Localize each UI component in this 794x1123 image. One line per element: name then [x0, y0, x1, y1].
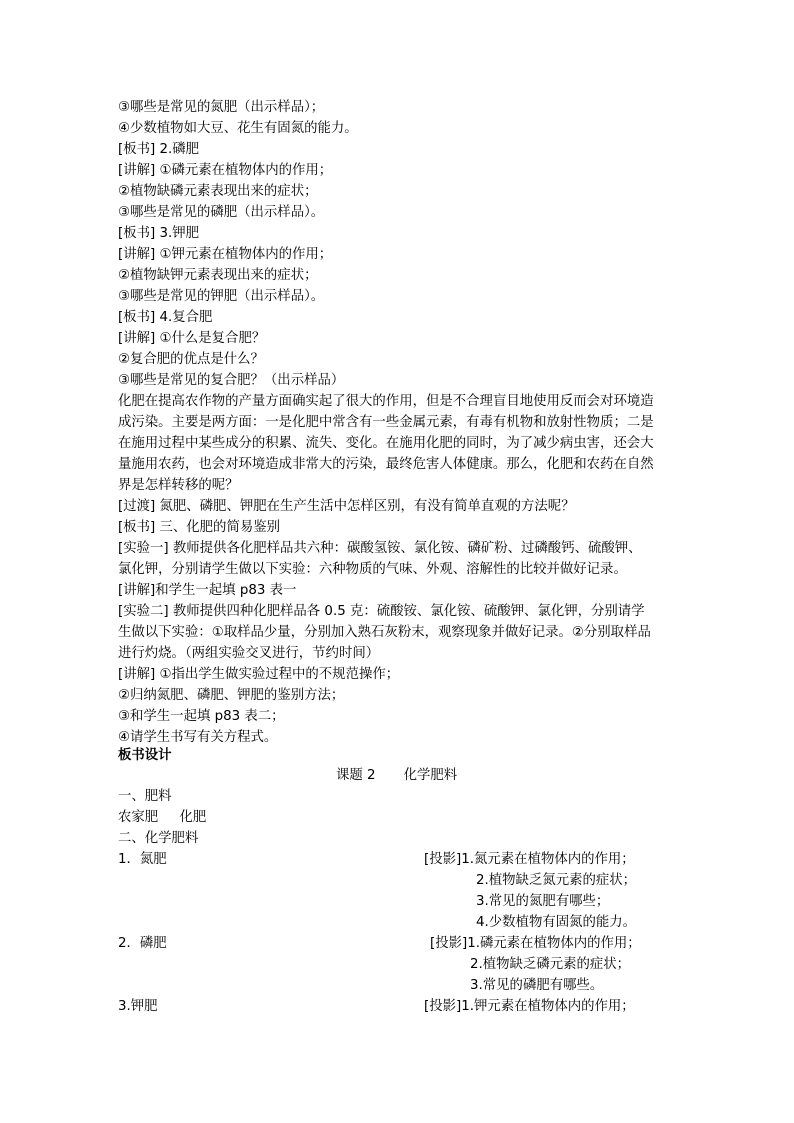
projection-tag: [投影]	[424, 999, 462, 1014]
text-line: ②植物缺磷元素表现出来的症状；	[118, 184, 318, 199]
projection-line	[424, 996, 635, 1017]
text-line: ②归纳氮肥、磷肥、钾肥的鉴别方法；	[118, 688, 345, 703]
projection-point: 2.植物缺乏氮元素的症状；	[476, 873, 637, 888]
text-line: [讲解] ①指出学生做实验过程中的不规范操作；	[118, 667, 400, 682]
text-line: ②植物缺钾元素表现出来的症状；	[118, 268, 318, 283]
text-line: 进行灼烧。（两组实验交叉进行，节约时间）	[118, 646, 380, 661]
outline-line: 二、化学肥料	[118, 831, 199, 846]
section-heading: 板书设计	[118, 748, 172, 763]
projection-point: 2.植物缺乏磷元素的症状；	[470, 957, 631, 972]
text-line: ④少数植物如大豆、花生有固氮的能力。	[118, 121, 358, 136]
text-line: [讲解] ①磷元素在植物体内的作用；	[118, 163, 333, 178]
text-line: [板书] 4.复合肥	[118, 310, 213, 325]
projection-line	[430, 933, 641, 954]
outline-line: 农家肥 化肥	[118, 810, 207, 825]
projection-point: 3.常见的氮肥有哪些；	[476, 894, 610, 909]
text-line: ③哪些是常见的钾肥（出示样品）。	[118, 289, 325, 304]
board-title	[336, 765, 457, 786]
text-line: ④请学生书写有关方程式。	[118, 730, 278, 745]
lesson-name: 化学肥料	[403, 768, 458, 783]
projection-point: 1.氮元素在植物体内的作用；	[461, 852, 635, 867]
text-line: 在施用过程中某些成分的积累、流失、变化。在施用化肥的同时，为了减少病虫害，还会大	[118, 436, 654, 451]
text-line: 量施用农药，也会对环境造成非常大的污染，最终危害人体健康。那么，化肥和农药在自然	[118, 457, 654, 472]
text-line: [讲解]和学生一起填 p83 表一	[118, 583, 297, 598]
text-line: [实验一] 教师提供各化肥样品共六种：碳酸氢铵、氯化铵、磷矿粉、过磷酸钙、硫酸钾、	[118, 541, 642, 556]
text-line: [讲解] ①钾元素在植物体内的作用；	[118, 247, 333, 262]
projection-tag: [投影]	[430, 936, 468, 951]
text-line: ③哪些是常见的磷肥（出示样品）。	[118, 205, 325, 220]
text-line: 氯化钾，分别请学生做以下实验：六种物质的气味、外观、溶解性的比较并做好记录。	[118, 562, 627, 577]
item-label: 2．磷肥	[118, 936, 167, 951]
text-line: ③和学生一起填 p83 表二；	[118, 709, 285, 724]
projection-line	[424, 849, 635, 870]
text-line: 生做以下实验：①取样品少量，分别加入熟石灰粉末，观察现象并做好记录。②分别取样品	[118, 625, 651, 640]
text-line: ③哪些是常见的复合肥？（出示样品）	[118, 373, 345, 388]
lesson-number: 课题 2	[336, 768, 376, 783]
text-line: 界是怎样转移的呢？	[118, 478, 239, 493]
text-line: 化肥在提高农作物的产量方面确实起了很大的作用，但是不合理盲目地使用反而会对环境造	[118, 394, 654, 409]
text-line: [讲解] ①什么是复合肥？	[118, 331, 266, 346]
text-line: [板书] 三、化肥的简易鉴别	[118, 520, 281, 535]
projection-point: 1.钾元素在植物体内的作用；	[461, 999, 635, 1014]
text-line: 成污染。主要是两方面：一是化肥中常含有一些金属元素，有毒有机物和放射性物质；二是	[118, 415, 654, 430]
projection-tag: [投影]	[424, 852, 462, 867]
text-line: [板书] 2.磷肥	[118, 142, 200, 157]
text-line: [实验二] 教师提供四种化肥样品各 0.5 克：硫酸铵、氯化铵、硫酸钾、氯化钾，分别请学	[118, 604, 645, 619]
text-line: ②复合肥的优点是什么？	[118, 352, 264, 367]
outline-line: 一、肥料	[118, 789, 172, 804]
text-line: [板书] 3.钾肥	[118, 226, 200, 241]
projection-point: 4.少数植物有固氮的能力。	[476, 915, 637, 930]
item-label: 3.钾肥	[118, 999, 158, 1014]
projection-point: 3.常见的磷肥有哪些。	[470, 978, 604, 993]
projection-point: 1.磷元素在植物体内的作用；	[467, 936, 641, 951]
item-label: 1．氮肥	[118, 852, 167, 867]
text-line: [过渡] 氮肥、磷肥、钾肥在生产生活中怎样区别，有没有简单直观的方法呢？	[118, 499, 575, 514]
text-line: ③哪些是常见的氮肥（出示样品）；	[118, 100, 325, 115]
